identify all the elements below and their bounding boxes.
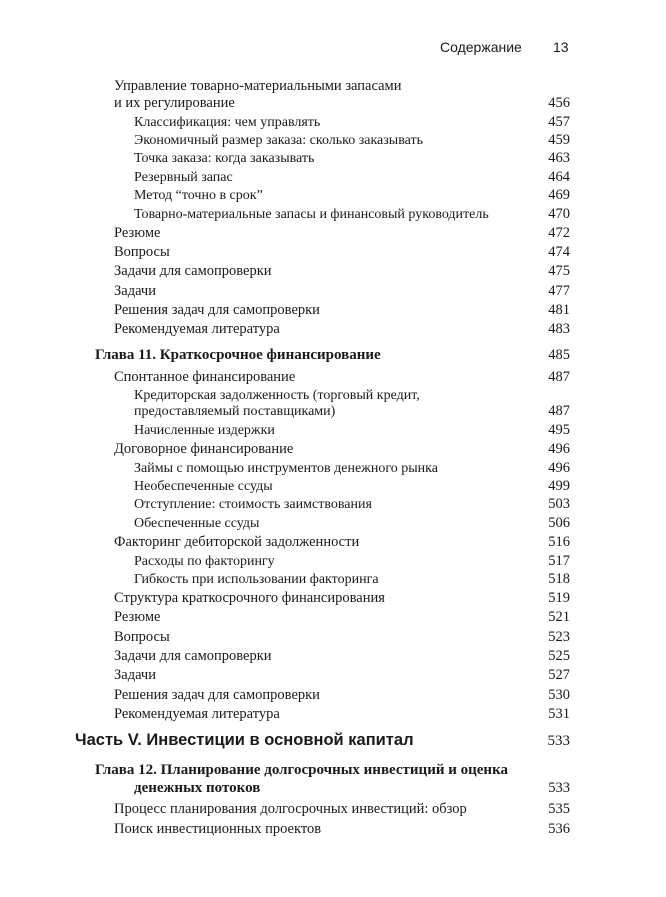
toc-subentry: предоставляемый поставщиками)	[134, 404, 336, 419]
toc-page-number: 499	[548, 478, 570, 494]
header-title: Содержание	[440, 39, 522, 55]
toc-page-number: 475	[548, 263, 570, 279]
toc-entry: Факторинг дебиторской задолженности	[114, 534, 360, 550]
toc-page-number: 463	[548, 150, 570, 166]
toc-page-number: 487	[548, 369, 570, 385]
chapter-heading: Глава 12. Планирование долгосрочных инвестиций и оценка	[95, 762, 508, 778]
toc-entry: и их регулирование	[114, 95, 235, 111]
toc-subentry: Точка заказа: когда заказывать	[134, 151, 315, 166]
toc-entry: Решения задач для самопроверки	[114, 302, 320, 318]
toc-subentry: Классификация: чем управлять	[134, 115, 321, 130]
part-heading: Часть V. Инвестиции в основной капитал	[75, 731, 414, 749]
toc-entry: Рекомендуемая литература	[114, 706, 280, 722]
toc-entry: Задачи	[114, 667, 156, 683]
toc-page-number: 477	[548, 283, 570, 299]
toc-page-number: 470	[548, 206, 570, 222]
toc-page-number: 523	[548, 629, 570, 645]
toc-entry: Процесс планирования долгосрочных инвестиций: обзор	[114, 801, 467, 817]
toc-entry: Решения задач для самопроверки	[114, 687, 320, 703]
toc-page-number: 487	[548, 403, 570, 419]
toc-entry: Рекомендуемая литература	[114, 321, 280, 337]
toc-page-number: 474	[548, 244, 570, 260]
chapter-heading-continued: денежных потоков	[134, 780, 261, 796]
toc-page-number: 464	[548, 169, 570, 185]
toc-entry: Задачи	[114, 283, 156, 299]
toc-entry: Задачи для самопроверки	[114, 648, 272, 664]
toc-page-number: 503	[548, 496, 570, 512]
toc-subentry: Необеспеченные ссуды	[134, 479, 273, 494]
toc-page-number: 481	[548, 302, 570, 318]
toc-page-number: 521	[548, 609, 570, 625]
toc-page-number: 535	[548, 801, 570, 817]
toc-page-number: 457	[548, 114, 570, 130]
toc-page-number: 496	[548, 441, 570, 457]
toc-entry: Резюме	[114, 225, 161, 241]
toc-subentry: Резервный запас	[134, 170, 233, 185]
toc-subentry: Расходы по факторингу	[134, 554, 275, 569]
toc-subentry: Товарно-материальные запасы и финансовый руководитель	[134, 207, 489, 222]
toc-subentry: Гибкость при использовании факторинга	[134, 572, 379, 587]
toc-subentry: Займы с помощью инструментов денежного рынка	[134, 461, 438, 476]
toc-page-number: 459	[548, 132, 570, 148]
toc-page-number: 496	[548, 460, 570, 476]
toc-subentry: Метод “точно в срок”	[134, 188, 263, 203]
toc-page-number: 517	[548, 553, 570, 569]
toc-entry: Резюме	[114, 609, 161, 625]
toc-entry: Структура краткосрочного финансирования	[114, 590, 385, 606]
toc-subentry: Экономичный размер заказа: сколько заказывать	[134, 133, 423, 148]
toc-entry: Поиск инвестиционных проектов	[114, 821, 322, 837]
toc-page-number: 495	[548, 422, 570, 438]
toc-page-number: 531	[548, 706, 570, 722]
toc-page-number: 533	[548, 780, 570, 796]
toc-entry: Договорное финансирование	[114, 441, 294, 457]
toc-page-number: 485	[548, 347, 570, 363]
chapter-heading: Глава 11. Краткосрочное финансирование	[95, 347, 381, 363]
toc-page-number: 506	[548, 515, 570, 531]
toc-page-number: 456	[548, 95, 570, 111]
toc-page-number: 519	[548, 590, 570, 606]
toc-page-number: 516	[548, 534, 570, 550]
toc-entry: Задачи для самопроверки	[114, 263, 272, 279]
toc-entry: Вопросы	[114, 629, 170, 645]
toc-page-number: 483	[548, 321, 570, 337]
toc-page-number: 530	[548, 687, 570, 703]
toc-subentry: Начисленные издержки	[134, 423, 275, 438]
toc-page-number: 533	[547, 733, 570, 749]
toc-page-number: 472	[548, 225, 570, 241]
toc-entry: Управление товарно-материальными запасами	[114, 78, 402, 94]
toc-page-number: 518	[548, 571, 570, 587]
toc-subentry: Обеспеченные ссуды	[134, 516, 260, 531]
toc-subentry: Отступление: стоимость заимствования	[134, 497, 372, 512]
toc-page-number: 469	[548, 187, 570, 203]
toc-subentry: Кредиторская задолженность (торговый кредит,	[134, 388, 420, 403]
header-page-number: 13	[553, 39, 569, 55]
toc-page-number: 536	[548, 821, 570, 837]
toc-entry: Спонтанное финансирование	[114, 369, 296, 385]
toc-page-number: 525	[548, 648, 570, 664]
toc-page-number: 527	[548, 667, 570, 683]
toc-entry: Вопросы	[114, 244, 170, 260]
